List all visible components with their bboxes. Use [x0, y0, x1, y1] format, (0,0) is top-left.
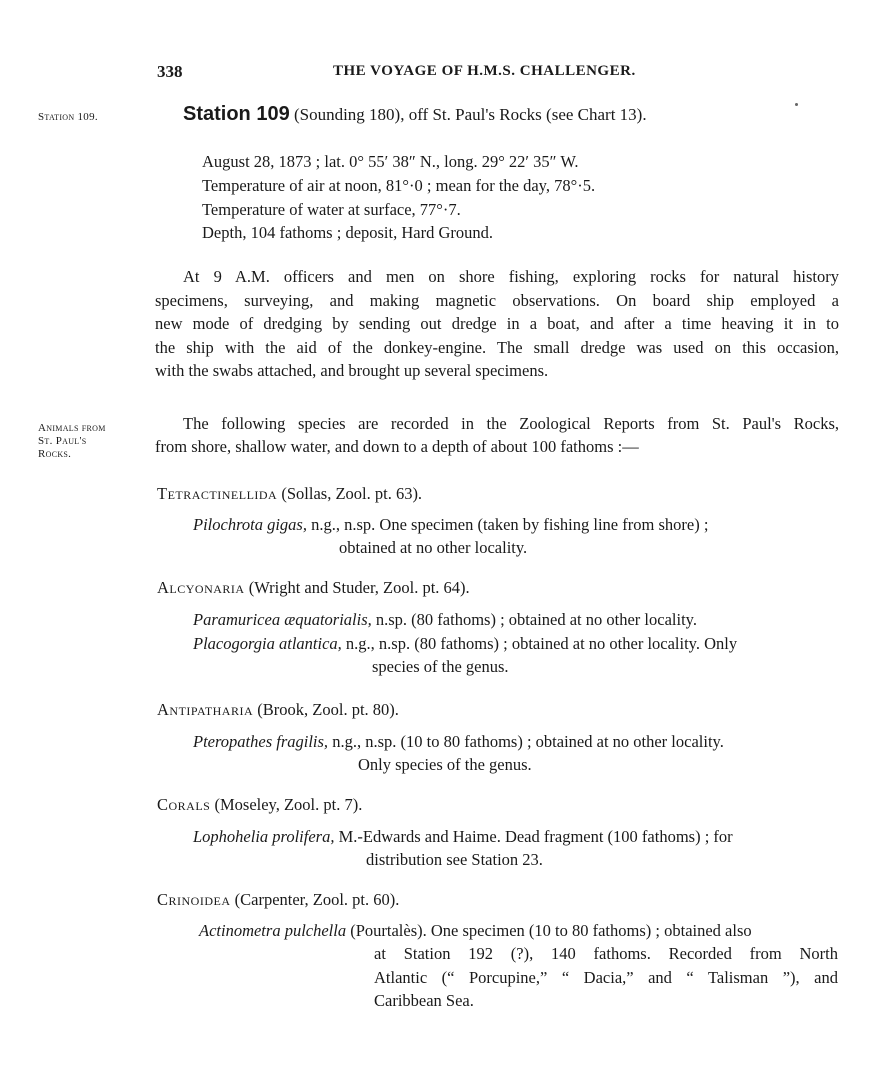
narrative-line: new mode of dredging by sending out dredge in a boat, and after a time heaving it in to	[155, 314, 839, 333]
species-detail-cont: distribution see Station 23.	[366, 850, 543, 869]
species-detail-cont: at Station 192 (?), 140 fathoms. Recorded from North	[374, 944, 838, 963]
condition-line: Depth, 104 fathoms ; deposit, Hard Ground.	[202, 223, 493, 242]
margin-note-animals-2: St. Paul's	[38, 435, 87, 447]
species-detail-cont: Only species of the genus.	[358, 755, 532, 774]
station-label: Station 109	[183, 103, 290, 125]
group-heading	[157, 795, 362, 815]
intro-line: The following species are recorded in the Zoological Reports from St. Paul's Rocks,	[183, 414, 839, 433]
group-name: Crinoidea	[157, 890, 231, 909]
narrative-line: with the swabs attached, and brought up several specimens.	[155, 361, 549, 380]
group-name: Tetractinellida	[157, 484, 278, 503]
species-entry	[199, 921, 752, 941]
species-detail: (Pourtalès). One specimen (10 to 80 fathoms) ; obtained also	[346, 921, 752, 940]
group-heading	[157, 484, 422, 504]
species-entry	[193, 610, 697, 630]
species-detail: n.sp. (80 fathoms) ; obtained at no other locality.	[371, 610, 697, 629]
narrative-line: specimens, surveying, and making magnetic observations. On board ship employed a	[155, 291, 839, 310]
species-detail-cont: Atlantic (“ Porcupine,” “ Dacia,” and “ Talisman ”), and	[374, 968, 838, 987]
species-name: Pteropathes fragilis,	[193, 732, 329, 751]
group-ref: (Carpenter, Zool. pt. 60).	[230, 890, 400, 909]
group-ref: (Brook, Zool. pt. 80).	[253, 700, 399, 719]
group-name: Antipatharia	[157, 700, 254, 719]
group-ref: (Moseley, Zool. pt. 7).	[210, 795, 363, 814]
group-heading	[157, 578, 470, 598]
species-name: Placogorgia atlantica,	[193, 634, 342, 653]
page-number: 338	[157, 62, 183, 81]
ink-speck	[795, 103, 798, 106]
species-detail: M.-Edwards and Haime. Dead fragment (100 fathoms) ; for	[334, 827, 733, 846]
station-heading	[183, 103, 647, 126]
species-name: Paramuricea æquatorialis,	[193, 610, 372, 629]
narrative-line: At 9 A.M. officers and men on shore fishing, exploring rocks for natural history	[183, 267, 839, 286]
intro-line: from shore, shallow water, and down to a depth of about 100 fathoms :—	[155, 437, 639, 456]
condition-line: August 28, 1873 ; lat. 0° 55′ 38″ N., long. 29° 22′ 35″ W.	[202, 152, 579, 171]
species-name: Pilochrota gigas,	[193, 515, 307, 534]
species-entry	[193, 515, 708, 535]
species-entry	[193, 634, 737, 654]
group-heading	[157, 700, 399, 720]
group-name: Corals	[157, 795, 211, 814]
running-title: THE VOYAGE OF H.M.S. CHALLENGER.	[333, 63, 636, 79]
margin-note-animals-1: Animals from	[38, 422, 106, 434]
margin-note-animals-3: Rocks.	[38, 448, 72, 460]
species-detail: n.g., n.sp. (10 to 80 fathoms) ; obtained at no other locality.	[328, 732, 724, 751]
narrative-line: the ship with the aid of the donkey-engine. The small dredge was used on this occasion,	[155, 338, 839, 357]
species-detail-cont: species of the genus.	[372, 657, 509, 676]
group-ref: (Wright and Studer, Zool. pt. 64).	[244, 578, 470, 597]
condition-line: Temperature of water at surface, 77°·7.	[202, 200, 461, 219]
species-detail: n.g., n.sp. (80 fathoms) ; obtained at no other locality. Only	[341, 634, 738, 653]
species-detail: n.g., n.sp. One specimen (taken by fishing line from shore) ;	[306, 515, 709, 534]
species-name: Actinometra pulchella	[199, 921, 347, 940]
species-entry	[193, 732, 724, 752]
species-detail-cont: obtained at no other locality.	[339, 538, 528, 557]
group-ref: (Sollas, Zool. pt. 63).	[277, 484, 423, 503]
species-detail-cont: Caribbean Sea.	[374, 991, 474, 1010]
margin-note-station: Station 109.	[38, 111, 98, 123]
species-name: Lophohelia prolifera,	[193, 827, 335, 846]
group-heading	[157, 890, 399, 910]
condition-line: Temperature of air at noon, 81°·0 ; mean for the day, 78°·5.	[202, 176, 596, 195]
species-entry	[193, 827, 733, 847]
station-heading-rest: (Sounding 180), off St. Paul's Rocks (see Chart 13).	[289, 105, 647, 124]
group-name: Alcyonaria	[157, 578, 245, 597]
